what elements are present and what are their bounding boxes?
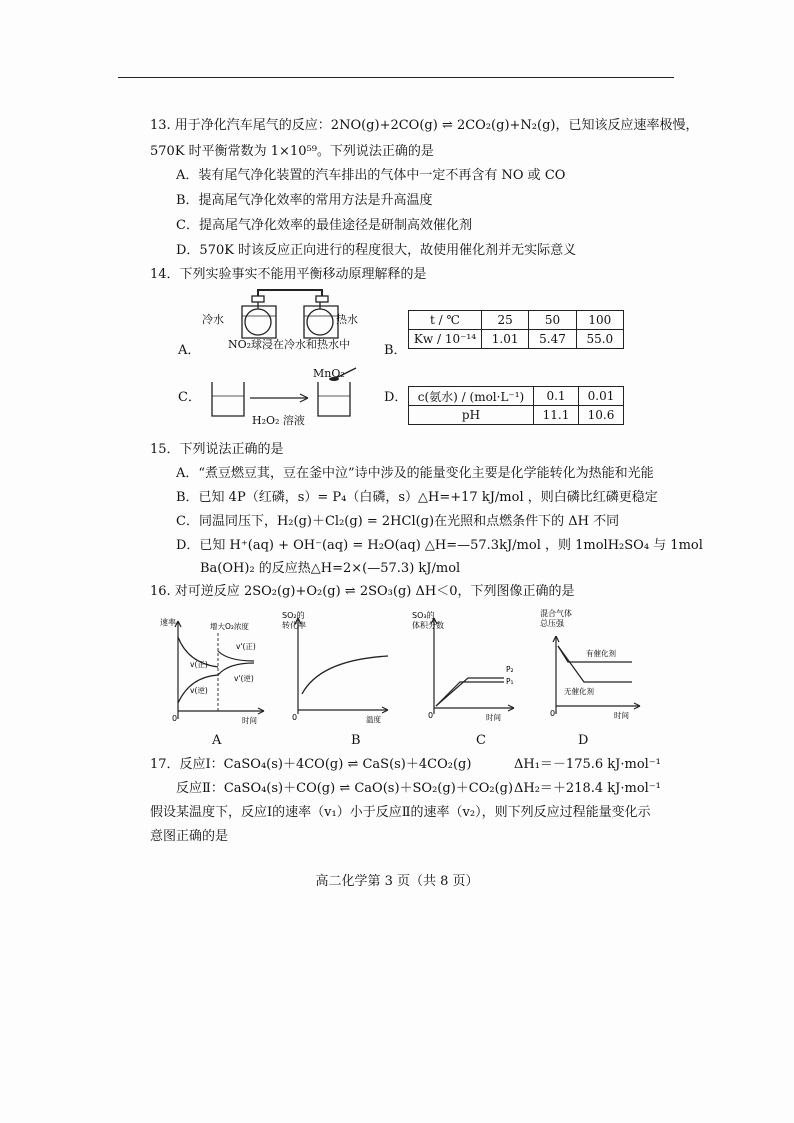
q17-reaction-2: 反应Ⅱ：CaSO₄(s)＋CO(g) ⇌ CaO(s)＋SO₂(g)＋CO₂(g) [176,781,514,796]
cold-water-label: 冷水 [202,313,224,326]
graph-c-xlabel: 时间 [486,713,501,722]
ammonia-ph-table [408,386,624,425]
graph-c-p1: P₁ [506,677,514,686]
kw-table-cell: 100 [576,311,623,330]
graph-a-v-reverse: v(逆) [190,686,208,695]
graph-d-letter: D [578,733,589,748]
graph-a-v-reverse-2: v'(逆) [234,674,254,683]
graph-c-letter: C [476,733,486,748]
graph-b-ylabel-2: 转化率 [282,621,306,630]
graph-b-origin: 0 [292,713,298,722]
q16-stem: 16. 对可逆反应 2SO₂(g)+O₂(g) ⇌ 2SO₃(g) ΔH＜0，下列图像正确的是 [150,584,575,599]
graph-c-so3-fraction-time [408,610,518,720]
graph-b-ylabel-1: SO₂的 [282,611,305,620]
q17-reaction-1: 17．反应Ⅰ：CaSO₄(s)＋4CO(g) ⇌ CaS(s)＋4CO₂(g) [150,757,472,772]
kw-table-cell: 50 [529,311,576,330]
q17-reaction-1-dh: ΔH₁＝－175.6 kJ·mol⁻¹ [514,757,661,772]
kw-table [408,310,624,349]
graph-d-xlabel: 时间 [614,711,629,720]
q17-reaction-2-dh: ΔH₂＝＋218.4 kJ·mol⁻¹ [514,781,661,796]
graph-d-ylabel-1: 混合气体 [540,609,572,618]
graph-c-p2: P₂ [506,665,514,674]
kw-table-cell: t / ℃ [409,311,482,330]
graph-c-origin: 0 [428,711,434,720]
ammonia-table-cell: 10.6 [579,406,624,425]
no2-caption: NO₂球浸在冷水和热水中 [228,338,351,351]
q17-question-2: 意图正确的是 [150,829,229,844]
graph-a-note: 增大O₂浓度 [210,622,249,631]
graph-d-ylabel-2: 总压强 [540,619,564,628]
q17-question-1: 假设某温度下，反应Ⅰ的速率（v₁）小于反应Ⅱ的速率（v₂），则下列反应过程能量变化示 [150,805,651,820]
q14-c-label: C． [178,390,201,405]
q13-option-a: A．装有尾气净化装置的汽车排出的气体中一定不再含有 NO 或 CO [176,168,566,183]
graph-c-ylabel-2: 体积分数 [412,621,444,630]
ammonia-table-cell: 0.01 [579,387,624,406]
kw-table-cell: 1.01 [482,330,529,349]
graph-b-letter: B [351,733,361,748]
graph-a-v-forward-2: v'(正) [236,642,256,651]
q15-option-a: A．“煮豆燃豆萁，豆在釜中泣”诗中涉及的能量变化主要是化学能转化为热能和光能 [176,466,654,481]
graph-b-conversion-temperature [280,610,390,724]
graph-c-ylabel-1: SO₃的 [412,611,435,620]
graph-a-v-forward: v(正) [190,660,208,669]
h2o2-label: H₂O₂ 溶液 [252,414,305,427]
kw-table-cell: 25 [482,311,529,330]
q15-option-d-2: Ba(OH)₂ 的反应热△H=2×(—57.3) kJ/mol [200,561,461,576]
q13-option-c: C．提高尾气净化效率的最佳途径是研制高效催化剂 [176,218,472,233]
graph-a-rate-time [160,615,270,725]
q15-option-d-1: D．已知 H⁺(aq) + OH⁻(aq) = H₂O(aq) △H=—57.3kJ/mol ，则 1molH₂SO₄ 与 1mol [176,538,703,553]
graph-d-catalyst-no: 无催化剂 [564,687,594,696]
q13-option-b: B．提高尾气净化效率的常用方法是升高温度 [176,193,433,208]
ammonia-table-cell: pH [409,406,534,425]
hot-water-label: 热水 [336,313,358,326]
q14-stem: 14．下列实验事实不能用平衡移动原理解释的是 [150,267,427,282]
graph-d-origin: 0 [550,709,556,718]
q14-b-label: B． [384,343,407,358]
q15-option-b: B．已知 4P（红磷，s）= P₄（白磷，s）△H=+17 kJ/mol ，则白磷比红磷更稳定 [176,490,658,505]
kw-table-cell: 5.47 [529,330,576,349]
mno2-label: MnO₂ [313,367,345,380]
q14-d-label: D． [384,390,408,405]
q15-stem: 15．下列说法正确的是 [150,442,284,457]
graph-a-xlabel: 时间 [242,716,257,725]
graph-a-letter: A [212,733,222,748]
q15-option-c: C．同温同压下，H₂(g)＋Cl₂(g) = 2HCl(g)在光照和点燃条件下的 ΔH 不同 [176,514,620,529]
ammonia-table-cell: 0.1 [534,387,579,406]
graph-a-origin: 0 [172,714,178,723]
graph-d-catalyst-yes: 有催化剂 [586,649,616,658]
graph-b-xlabel: 温度 [366,715,381,724]
q13-option-d: D．570K 时该反应正向进行的程度很大，故使用催化剂并无实际意义 [176,243,577,258]
graph-d-pressure-time [536,610,646,720]
page-footer: 高二化学第 3 页（共 8 页） [315,874,479,889]
top-rule [118,77,674,78]
ammonia-table-cell: 11.1 [534,406,579,425]
q14-a-label: A． [178,343,201,358]
ammonia-table-cell: c(氨水) / (mol·L⁻¹) [409,387,534,406]
q13-stem-2: 570K 时平衡常数为 1×10⁵⁹。下列说法正确的是 [150,144,434,159]
kw-table-cell: Kw / 10⁻¹⁴ [409,330,482,349]
graph-a-ylabel: 速率 [160,618,176,627]
kw-table-cell: 55.0 [576,330,623,349]
q13-stem-1: 13. 用于净化汽车尾气的反应：2NO(g)+2CO(g) ⇌ 2CO₂(g)+N₂(g)，已知该反应速率极慢， [150,118,699,133]
